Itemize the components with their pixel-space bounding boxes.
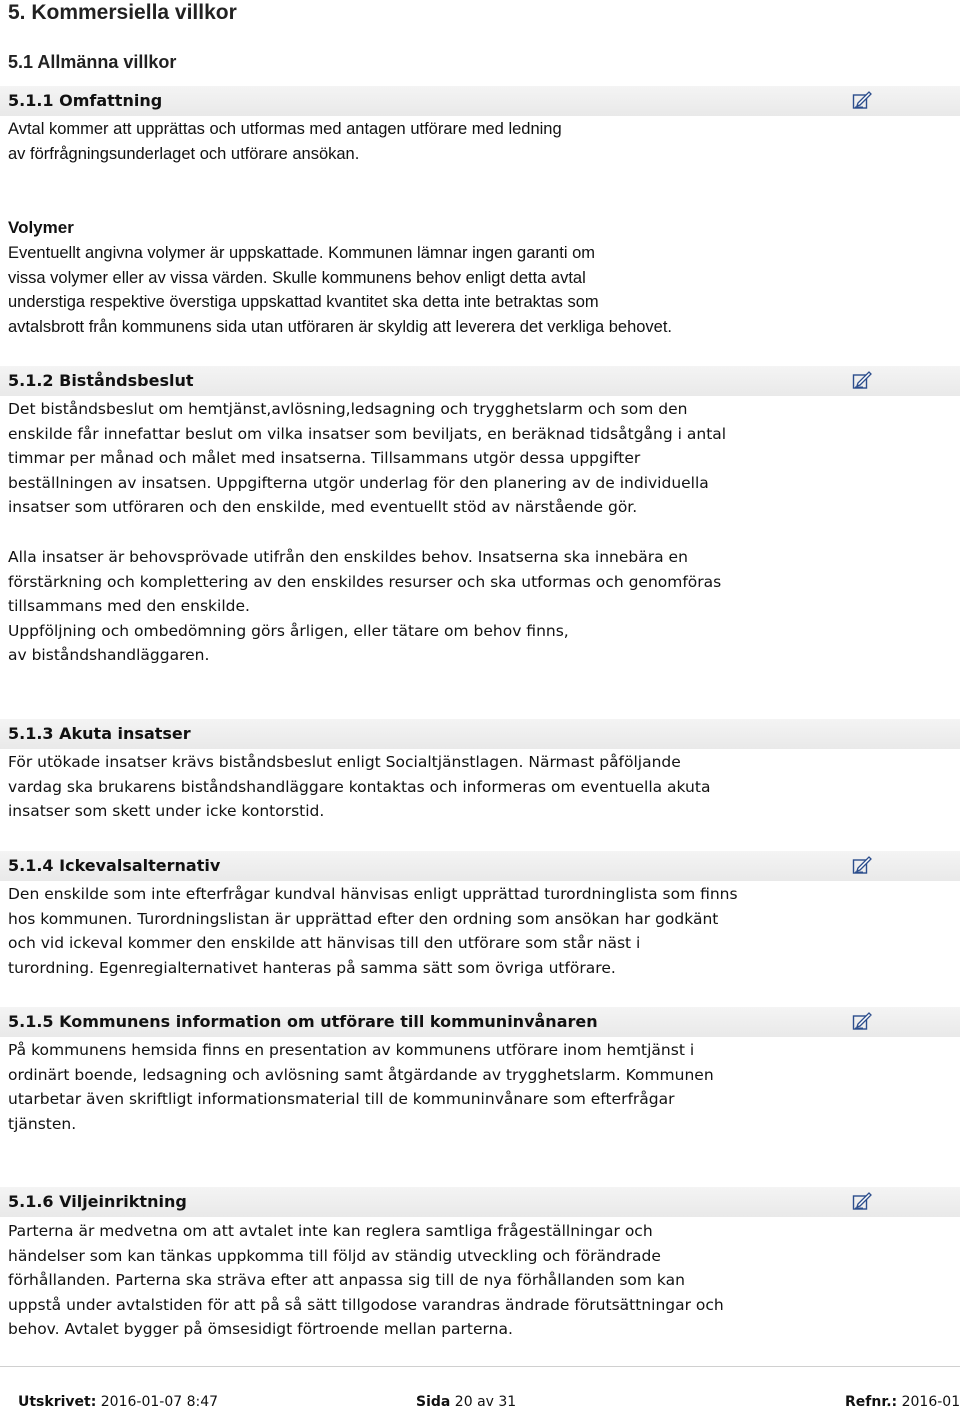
- text-line: Avtal kommer att upprättas och utformas med antagen utförare med ledning: [8, 120, 562, 138]
- chapter-title: 5. Kommersiella villkor: [8, 1, 237, 24]
- section-header-akuta-insatser: [0, 719, 960, 749]
- footer-printed-value: 2016-01-07 8:47: [96, 1394, 219, 1410]
- footer-ref-value: 2016-01: [897, 1394, 960, 1410]
- section-title-ickevalsalternativ: 5.1.4 Ickevalsalternativ: [8, 856, 221, 875]
- text-line: förhållanden. Parterna ska sträva efter att anpassa sig till de nya förhållanden som kan: [8, 1271, 685, 1289]
- text-line: förstärkning och komplettering av den enskildes resurser och ska utformas och genomföras: [8, 572, 722, 591]
- text-line: avtalsbrott från kommunens sida utan utföraren är skyldig att leverera det verkliga behovet.: [8, 317, 673, 336]
- text-line: av förfrågningsunderlaget och utförare ansökan.: [8, 144, 360, 163]
- text-line: vardag ska brukarens biståndshandläggare kontaktas och informeras om eventuella akuta: [8, 777, 711, 796]
- footer-page-number: [416, 1393, 516, 1411]
- section-header-viljeinriktning: [0, 1187, 960, 1217]
- footer-page-label: Sida: [416, 1394, 451, 1410]
- text-line: turordning. Egenregialternativet hanteras på samma sätt som övriga utförare.: [8, 958, 616, 977]
- paragraph-kommunens-information: [8, 1038, 928, 1136]
- section-title-kommunens-information: 5.1.5 Kommunens information om utförare till kommuninvånaren: [8, 1012, 598, 1031]
- text-line: timmar per månad och målet med insatserna. Tillsammans utgör dessa uppgifter: [8, 449, 641, 467]
- text-line: insatser som skett under icke kontorstid.: [8, 802, 325, 820]
- edit-pencil-icon[interactable]: [852, 90, 872, 110]
- section-title: 5.1 Allmänna villkor: [8, 52, 177, 72]
- section-title-akuta-insatser: 5.1.3 Akuta insatser: [8, 724, 191, 743]
- text-line: vissa volymer eller av vissa värden. Skulle kommunens behov enligt detta avtal: [8, 268, 586, 287]
- footer-page-value: 20 av 31: [450, 1394, 517, 1410]
- paragraph-viljeinriktning: [8, 1219, 928, 1342]
- text-line: enskilde får innefattar beslut om vilka insatser som beviljats, en beräknad tidsåtgång i antal: [8, 424, 727, 443]
- text-line: För utökade insatser krävs biståndsbeslut enligt Socialtjänstlagen. Närmast påföljande: [8, 753, 681, 771]
- text-line: Den enskilde som inte efterfrågar kundval hänvisas enligt upprättad turordninglista som finns: [8, 885, 738, 903]
- edit-pencil-icon[interactable]: [852, 1011, 872, 1031]
- edit-pencil-icon[interactable]: [852, 855, 872, 875]
- footer-divider: [0, 1366, 960, 1367]
- paragraph-omfattning: [8, 117, 928, 166]
- text-line: Parterna är medvetna om att avtalet inte kan reglera samtliga frågeställningar och: [8, 1222, 653, 1240]
- section-title-bistandsbeslut: 5.1.2 Biståndsbeslut: [8, 371, 194, 390]
- text-line: hos kommunen. Turordningslistan är upprättad efter den ordning som ansökan har godkänt: [8, 909, 719, 928]
- text-line: beställningen av insatsen. Uppgifterna utgör underlag för den planering av de individuella: [8, 473, 709, 492]
- text-line: Eventuellt angivna volymer är uppskattade. Kommunen lämnar ingen garanti om: [8, 244, 595, 262]
- text-line: utarbetar även skriftligt informationsmaterial till de kommuninvånare som efterfrågar: [8, 1090, 675, 1108]
- subheading-volymer: Volymer: [8, 218, 74, 237]
- text-line: händelser som kan tänkas uppkomma till följd av ständig utveckling och förändrade: [8, 1246, 661, 1265]
- paragraph-volymer: [8, 241, 928, 339]
- edit-pencil-icon[interactable]: [852, 370, 872, 390]
- footer-reference: [845, 1393, 960, 1411]
- text-line: Det biståndsbeslut om hemtjänst,avlösning,ledsagning och trygghetslarm och som den: [8, 400, 688, 418]
- text-line: understiga respektive överstiga uppskattad kvantitet ska detta inte betraktas som: [8, 293, 599, 311]
- footer-ref-label: Refnr.:: [845, 1394, 898, 1410]
- text-line: På kommunens hemsida finns en presentation av kommunens utförare inom hemtjänst i: [8, 1041, 695, 1059]
- edit-pencil-icon[interactable]: [852, 1191, 872, 1211]
- paragraph-bistandsbeslut-1: [8, 397, 928, 520]
- text-line: Uppföljning och ombedömning görs årligen, eller tätare om behov finns,: [8, 621, 569, 640]
- text-line: behov. Avtalet bygger på ömsesidigt förtroende mellan parterna.: [8, 1320, 513, 1338]
- text-line: Alla insatser är behovsprövade utifrån den enskildes behov. Insatserna ska innebära en: [8, 548, 688, 566]
- paragraph-akuta-insatser: [8, 750, 928, 824]
- section-header-ickevalsalternativ: [0, 851, 960, 881]
- paragraph-bistandsbeslut-2: [8, 545, 928, 668]
- text-line: av biståndshandläggaren.: [8, 646, 210, 664]
- footer-printed-date: [18, 1393, 218, 1411]
- text-line: tillsammans med den enskilde.: [8, 597, 250, 615]
- section-header-kommunens-information: [0, 1007, 960, 1037]
- section-header-bistandsbeslut: [0, 366, 960, 396]
- paragraph-ickevalsalternativ: [8, 882, 928, 980]
- section-header-omfattning: [0, 86, 960, 116]
- text-line: och vid ickeval kommer den enskilde att hänvisas till den utförare som står näst i: [8, 934, 641, 952]
- text-line: tjänsten.: [8, 1114, 77, 1133]
- section-title-omfattning: 5.1.1 Omfattning: [8, 91, 163, 110]
- text-line: ordinärt boende, ledsagning och avlösning samt åtgärdande av trygghetslarm. Kommunen: [8, 1065, 714, 1084]
- text-line: uppstå under avtalstiden för att på så sätt tillgodose varandras ändrade förutsättningar och: [8, 1295, 724, 1314]
- section-title-viljeinriktning: 5.1.6 Viljeinriktning: [8, 1192, 187, 1211]
- footer-printed-label: Utskrivet:: [18, 1394, 97, 1410]
- text-line: insatser som utföraren och den enskilde, med eventuellt stöd av närstående gör.: [8, 498, 638, 516]
